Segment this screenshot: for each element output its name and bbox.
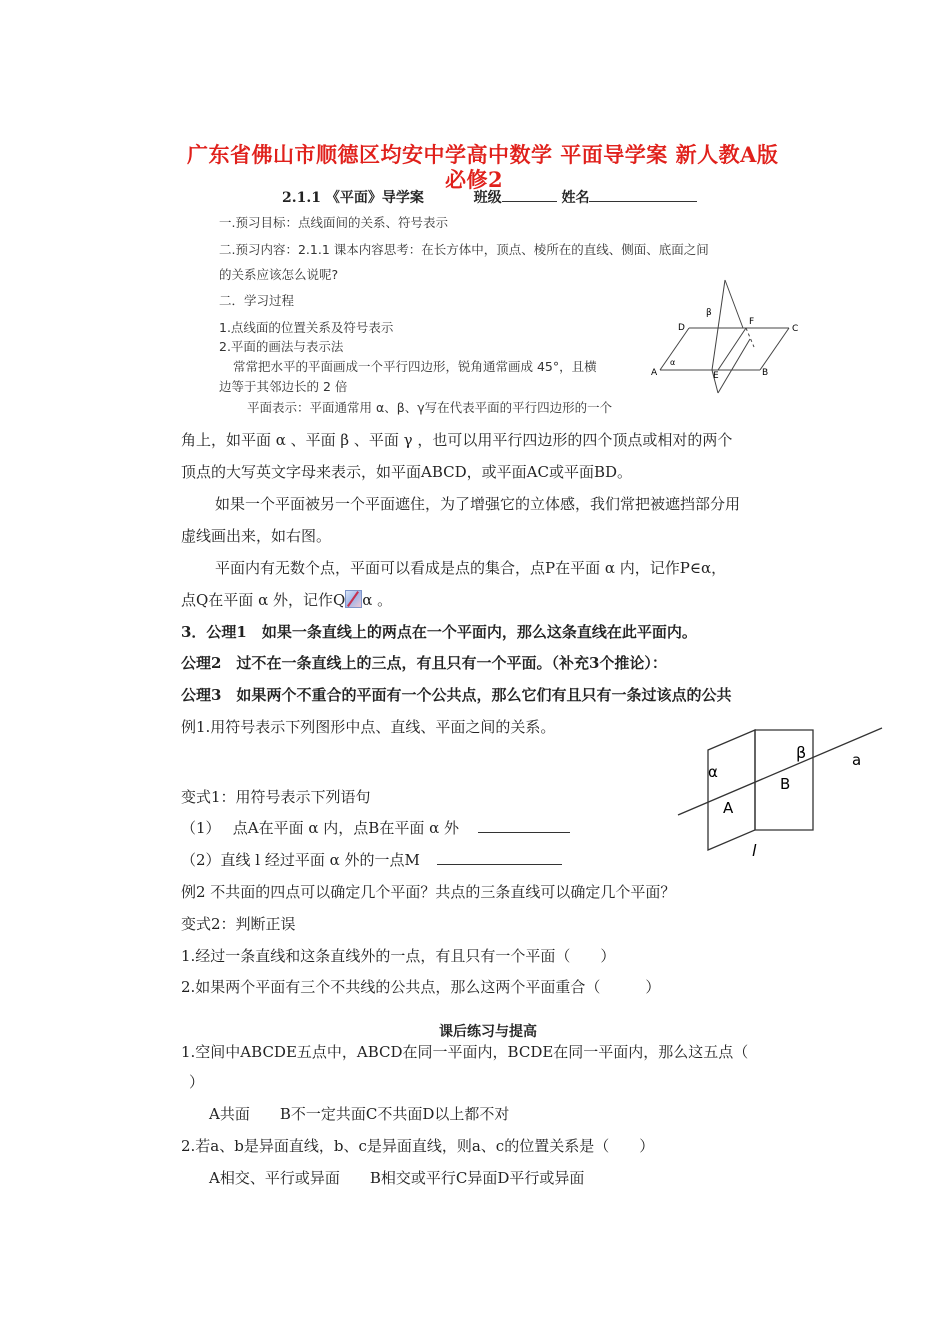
variant-1: 变式1：用符号表示下列语句 (181, 788, 371, 806)
edge-beta-bottom-right (718, 339, 750, 393)
exercise-q1-options: A共面 B不一定共面C不共面D以上都不对 (209, 1105, 510, 1123)
label-f: F (749, 317, 755, 327)
drawing-method-line2: 边等于其邻边长的 2 倍 (219, 379, 348, 394)
variant-1-q2-text: （2）直线 l 经过平面 α 外的一点M (181, 851, 420, 869)
variant-1-question-2 (181, 849, 562, 870)
paragraph-2-line2: 虚线画出来，如右图。 (181, 527, 332, 545)
label-a-2: a (852, 751, 862, 769)
preview-content-line2: 的关系应该怎么说呢? (219, 267, 339, 282)
label-alpha-2: α (708, 763, 718, 781)
paragraph-3-line1: 平面内有无数个点，平面可以看成是点的集合，点P在平面 α 内，记作P∈α， (215, 559, 727, 577)
paragraph-2-line1: 如果一个平面被另一个平面遮住，为了增强它的立体感，我们常把被遮挡部分用 (215, 495, 741, 513)
process-item-1: 1.点线面的位置关系及符号表示 (219, 320, 394, 335)
axiom-3: 公理3 如果两个不重合的平面有一个公共点，那么它们有且只有一条过该点的公共 (181, 686, 732, 704)
plane-alpha (708, 730, 755, 850)
plane-notation-line: 平面表示：平面通常用 α、β、γ写在代表平面的平行四边形的一个 (247, 400, 613, 415)
label-d: D (678, 323, 685, 333)
class-label: 班级 (473, 190, 502, 206)
example-2: 例2 不共面的四点可以确定几个平面？共点的三条直线可以确定几个平面？ (181, 883, 676, 901)
exercise-q2-options: A相交、平行或异面 B相交或平行C异面D平行或异面 (209, 1169, 585, 1187)
name-blank (589, 187, 697, 202)
paragraph-1-line1: 角上，如平面 α 、平面 β 、平面 γ ，也可以用平行四边形的四个顶点或相对的两个 (181, 431, 733, 449)
not-in-symbol-icon (345, 590, 362, 608)
plane-line-figure (670, 720, 890, 860)
label-a: A (651, 368, 658, 378)
document-title-line2: 必修2 (445, 167, 504, 192)
exercise-q1-line1: 1.空间中ABCDE五点中，ABCD在同一平面内，BCDE在同一平面内，那么这五点（ (181, 1043, 749, 1061)
process-item-2: 2.平面的画法与表示法 (219, 339, 344, 354)
label-b: B (762, 368, 769, 378)
variant-2-question-1: 1.经过一条直线和这条直线外的一点，有且只有一个平面（ ） (181, 947, 616, 965)
name-label: 姓名 (561, 190, 590, 206)
paragraph-1-line2: 顶点的大写英文字母来表示，如平面ABCD，或平面AC或平面BD。 (181, 463, 632, 481)
variant-1-question-1 (181, 817, 570, 838)
variant-1-q2-blank (437, 850, 562, 865)
edge-beta-top (725, 280, 743, 328)
label-beta-2: β (796, 743, 807, 762)
paragraph-3-text-b: α 。 (362, 591, 393, 609)
label-l: l (752, 841, 757, 860)
label-beta: β (706, 308, 712, 318)
preview-content-line1: 二.预习内容：2.1.1 课本内容思考：在长方体中，顶点、棱所在的直线、侧面、底面之间 (219, 242, 709, 257)
drawing-method-line1: 常常把水平的平面画成一个平行四边形，锐角通常画成 45°，且横 (233, 359, 597, 374)
axiom-1: 3．公理1 如果一条直线上的两点在一个平面内，那么这条直线在此平面内。 (181, 623, 697, 641)
variant-2: 变式2：判断正误 (181, 915, 296, 933)
label-e: E (713, 371, 719, 381)
paragraph-3-line2 (181, 589, 392, 610)
variant-1-q1-text: （1） 点A在平面 α 内，点B在平面 α 外 (181, 819, 459, 837)
intersecting-planes-figure (650, 275, 810, 405)
label-point-a: A (723, 799, 734, 817)
edge-beta-left (712, 280, 725, 370)
exercise-q2: 2.若a、b是异面直线，b、c是异面直线，则a、c的位置关系是（ ） (181, 1137, 655, 1155)
preview-goal: 一.预习目标：点线面间的关系、符号表示 (219, 215, 448, 230)
exercise-heading: 课后练习与提高 (439, 1024, 537, 1040)
subheading-row (282, 187, 697, 207)
class-blank (502, 187, 557, 202)
paragraph-3-text-a: 点Q在平面 α 外，记作Q (181, 591, 346, 609)
example-1: 例1.用符号表示下列图形中点、直线、平面之间的关系。 (181, 718, 556, 736)
variant-1-q1-blank (478, 818, 570, 833)
learning-process-heading: 二．学习过程 (219, 293, 295, 308)
axiom-2: 公理2 过不在一条直线上的三点，有且只有一个平面。（补充3个推论）： (181, 654, 667, 672)
label-c: C (792, 324, 799, 334)
edge-bc (760, 328, 789, 370)
label-point-b: B (780, 775, 791, 793)
exercise-q1-line2: ） (189, 1073, 205, 1091)
section-title: 2.1.1 《平面》导学案 (282, 190, 424, 206)
document-title-line1: 广东省佛山市顺德区均安中学高中数学 平面导学案 新人教A版 (187, 142, 779, 167)
variant-2-question-2: 2.如果两个平面有三个不共线的公共点，那么这两个平面重合（ ） (181, 978, 661, 996)
intersection-line-ef (718, 328, 746, 370)
label-alpha: α (670, 358, 676, 367)
